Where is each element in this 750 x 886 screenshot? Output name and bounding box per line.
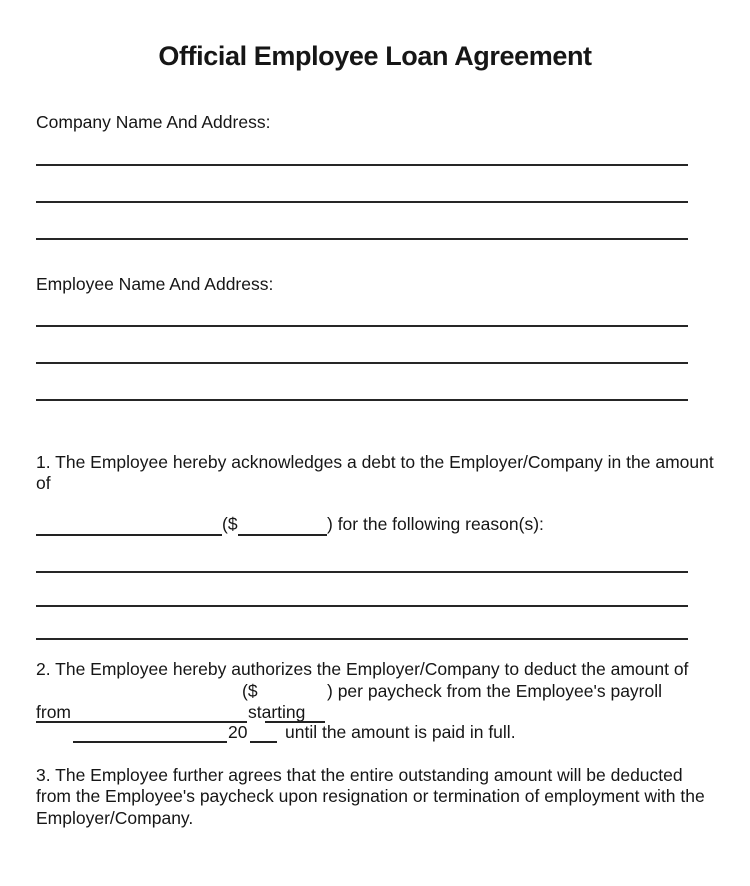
page-title: Official Employee Loan Agreement	[158, 41, 592, 71]
clause-3-line-2: from the Employee's paycheck upon resignation or termination of employment with the	[36, 786, 705, 807]
reason-line-2[interactable]	[36, 605, 688, 607]
from-label: from	[36, 702, 71, 722]
loan-amount-words-field[interactable]	[36, 534, 222, 536]
employee-address-line-3[interactable]	[36, 399, 688, 401]
employee-address-label: Employee Name And Address:	[36, 274, 274, 294]
clause-1-line-2: of	[36, 473, 51, 494]
reason-line-3[interactable]	[36, 638, 688, 640]
start-date-field[interactable]	[73, 741, 227, 743]
deduction-amount-numeric-field[interactable]	[266, 683, 326, 701]
deduction-amount-close-text: ) per paycheck from the Employee's payroll	[327, 681, 663, 701]
company-address-line-2[interactable]	[36, 201, 688, 203]
company-address-line-3[interactable]	[36, 238, 688, 240]
clause-1-text	[36, 452, 736, 495]
clause-3-text	[36, 765, 736, 829]
year-prefix: 20	[228, 722, 248, 742]
deduction-amount-open-paren: ($	[242, 681, 258, 701]
clause-1-line-1: 1. The Employee hereby acknowledges a debt to the Employer/Company in the amount	[36, 452, 714, 472]
until-paid-text: until the amount is paid in full.	[285, 722, 516, 742]
payroll-from-field[interactable]	[36, 721, 247, 723]
year-suffix-field[interactable]	[250, 741, 277, 743]
employee-address-line-2[interactable]	[36, 362, 688, 364]
company-address-label: Company Name And Address:	[36, 112, 271, 132]
loan-amount-close-text: ) for the following reason(s):	[327, 514, 544, 534]
starting-label: starting	[248, 702, 306, 722]
company-address-line-1[interactable]	[36, 164, 688, 166]
clause-3-line-1: 3. The Employee further agrees that the entire outstanding amount will be deducted	[36, 765, 683, 785]
clause-3-line-3: Employer/Company.	[36, 807, 194, 828]
loan-amount-open-paren: ($	[222, 514, 238, 534]
reason-line-1[interactable]	[36, 571, 688, 573]
employee-address-line-1[interactable]	[36, 325, 688, 327]
clause-2-text: 2. The Employee hereby authorizes the Employer/Company to deduct the amount of	[36, 659, 689, 679]
loan-amount-numeric-field[interactable]	[238, 534, 327, 536]
